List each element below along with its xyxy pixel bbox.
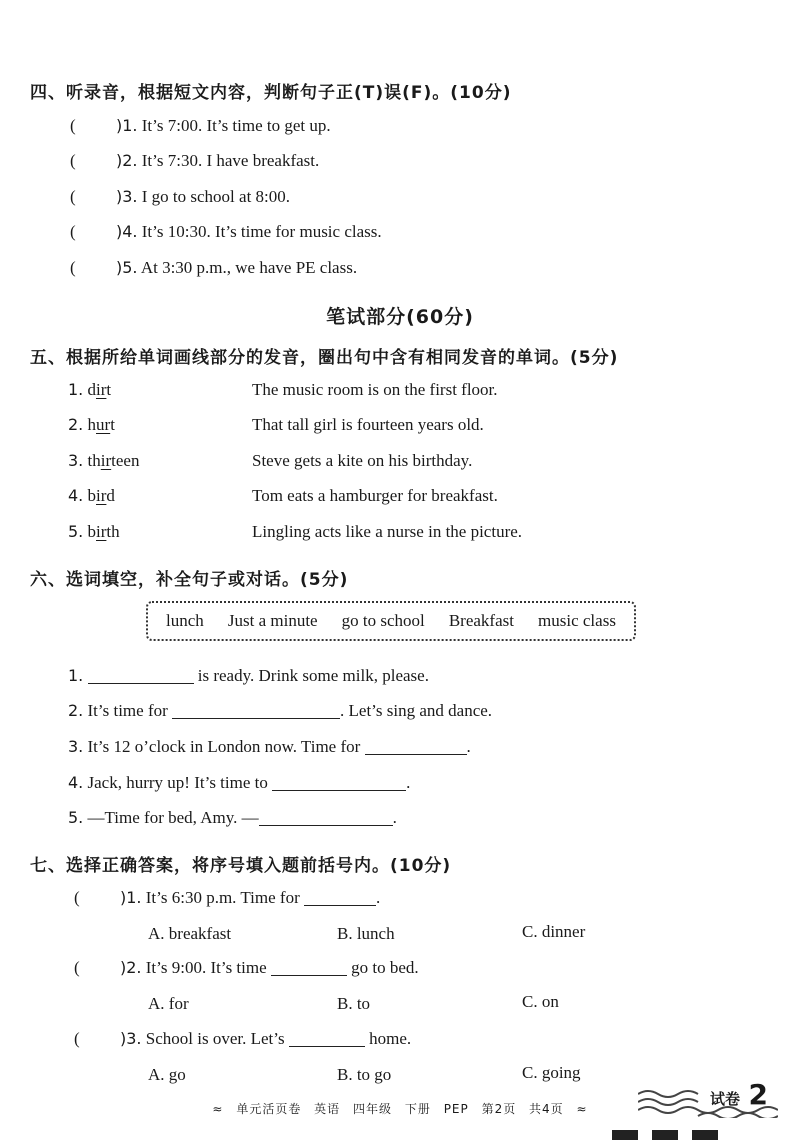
phonics-word: 4. bird bbox=[68, 486, 115, 505]
phonics-sentence[interactable]: Lingling acts like a nurse in the picture. bbox=[252, 522, 523, 541]
phonics-word: 5. birth bbox=[68, 522, 120, 541]
question-text: )1. It’s 6:30 p.m. Time for . bbox=[120, 888, 381, 907]
answer-blank[interactable] bbox=[272, 773, 406, 791]
registration-mark bbox=[652, 1130, 678, 1140]
option-c[interactable]: C. dinner bbox=[522, 922, 586, 941]
answer-paren[interactable]: ( bbox=[74, 888, 80, 907]
footer-deco: ≈ bbox=[576, 1102, 588, 1116]
option-c[interactable]: C. going bbox=[522, 1063, 581, 1082]
option-a[interactable]: A. breakfast bbox=[148, 924, 232, 943]
answer-blank[interactable] bbox=[259, 808, 393, 826]
answer-paren[interactable]: ( bbox=[70, 258, 76, 277]
registration-mark bbox=[612, 1130, 638, 1140]
registration-mark bbox=[692, 1130, 718, 1140]
exam-number: 2 bbox=[748, 1078, 768, 1111]
question-text: )5. At 3:30 p.m., we have PE class. bbox=[116, 258, 358, 277]
section7-heading: 七、选择正确答案，将序号填入题前括号内。(10分) bbox=[30, 856, 452, 876]
answer-paren[interactable]: ( bbox=[70, 187, 76, 206]
option-b[interactable]: B. lunch bbox=[337, 924, 395, 943]
written-part-title: 笔试部分(60分) bbox=[326, 306, 474, 328]
section5-heading: 五、根据所给单词画线部分的发音，圈出句中含有相同发音的单词。(5分) bbox=[30, 348, 619, 368]
question-text: )3. I go to school at 8:00. bbox=[116, 187, 291, 206]
word-bank-item: go to school bbox=[341, 611, 425, 630]
answer-blank[interactable] bbox=[365, 737, 467, 755]
phonics-word: 2. hurt bbox=[68, 415, 115, 434]
question-text: )2. It’s 9:00. It’s time go to bed. bbox=[120, 958, 419, 977]
answer-blank[interactable] bbox=[88, 666, 194, 684]
answer-paren[interactable]: ( bbox=[74, 958, 80, 977]
fill-blank-item: 4. Jack, hurry up! It’s time to . bbox=[68, 773, 411, 792]
option-c[interactable]: C. on bbox=[522, 992, 559, 1011]
answer-blank bbox=[271, 958, 347, 976]
bottom-registration-marks bbox=[0, 1130, 800, 1140]
footer-deco: ≈ bbox=[212, 1102, 224, 1116]
question-text: )4. It’s 10:30. It’s time for music class. bbox=[116, 222, 382, 241]
phonics-sentence[interactable]: That tall girl is fourteen years old. bbox=[252, 415, 484, 434]
section4-heading: 四、听录音，根据短文内容，判断句子正(T)误(F)。(10分) bbox=[30, 83, 512, 103]
question-text: )3. School is over. Let’s home. bbox=[120, 1029, 412, 1048]
answer-paren[interactable]: ( bbox=[70, 151, 76, 170]
answer-blank[interactable] bbox=[172, 701, 340, 719]
answer-paren[interactable]: ( bbox=[70, 116, 76, 135]
phonics-word: 3. thirteen bbox=[68, 451, 140, 470]
option-b[interactable]: B. to bbox=[337, 994, 371, 1013]
word-bank-item: music class bbox=[538, 611, 616, 630]
phonics-word: 1. dirt bbox=[68, 380, 112, 399]
fill-blank-item: 1. is ready. Drink some milk, please. bbox=[68, 666, 429, 685]
word-bank bbox=[146, 601, 636, 641]
phonics-sentence[interactable]: Tom eats a hamburger for breakfast. bbox=[252, 486, 498, 505]
section6-heading: 六、选词填空，补全句子或对话。(5分) bbox=[30, 570, 349, 590]
option-a[interactable]: A. go bbox=[148, 1065, 186, 1084]
answer-paren[interactable]: ( bbox=[70, 222, 76, 241]
option-b[interactable]: B. to go bbox=[337, 1065, 392, 1084]
word-bank-item: Just a minute bbox=[227, 611, 318, 630]
word-bank-item: lunch bbox=[166, 611, 204, 630]
fill-blank-item: 2. It’s time for . Let’s sing and dance. bbox=[68, 701, 493, 720]
page-footer: ≈ 单元活页卷 英语 四年级 下册 PEP 第2页 共4页 ≈ bbox=[212, 1102, 588, 1116]
question-text: )2. It’s 7:30. I have breakfast. bbox=[116, 151, 320, 170]
word-bank-item: Breakfast bbox=[448, 611, 514, 630]
fill-blank-item: 5. —Time for bed, Amy. — . bbox=[68, 808, 397, 827]
fill-blank-item: 3. It’s 12 o’clock in London now. Time for . bbox=[68, 737, 471, 756]
phonics-sentence[interactable]: The music room is on the first floor. bbox=[252, 380, 498, 399]
answer-blank bbox=[289, 1029, 365, 1047]
exam-label: 试卷 bbox=[709, 1090, 740, 1108]
phonics-sentence[interactable]: Steve gets a kite on his birthday. bbox=[252, 451, 473, 470]
answer-blank bbox=[304, 888, 376, 906]
question-text: )1. It’s 7:00. It’s time to get up. bbox=[116, 116, 331, 135]
answer-paren[interactable]: ( bbox=[74, 1029, 80, 1048]
option-a[interactable]: A. for bbox=[148, 994, 189, 1013]
